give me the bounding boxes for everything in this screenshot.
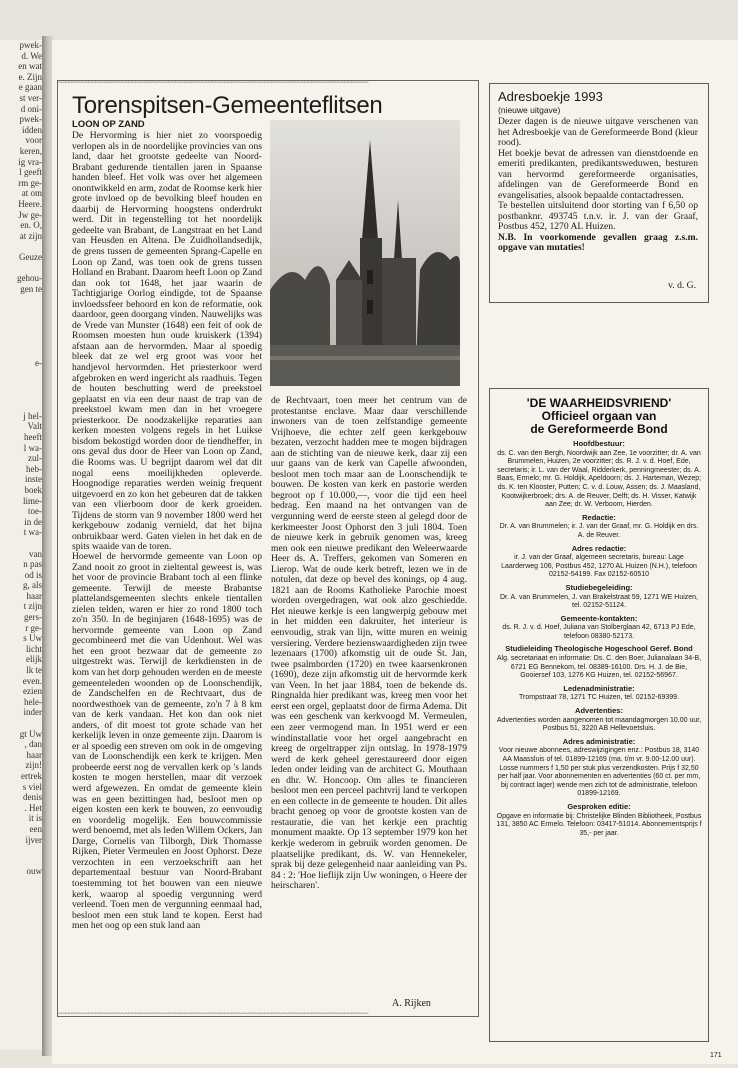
left-page-line (2, 379, 42, 390)
colofon-section (496, 584, 702, 611)
left-page-line: st ver- (19, 92, 42, 103)
left-page-line (2, 241, 42, 252)
article-title: Torenspitsen-Gemeenteflitsen (72, 92, 383, 119)
colofon-section (496, 738, 702, 799)
left-page-line: Jw ge- (18, 209, 42, 220)
left-page-line: toe- (28, 506, 42, 517)
left-page-line: at zijn (19, 230, 42, 241)
left-page-line: d. We (21, 50, 42, 61)
left-page-line (2, 294, 42, 305)
adresboekje-paragraph: Dezer dagen is de nieuwe uitgave verschenen van het Adresboekje van de Gereformeerde Bond (kleur rood). (498, 116, 698, 148)
left-page-line (2, 390, 42, 401)
left-page-line: od is (24, 569, 42, 580)
article-column-2 (271, 396, 467, 892)
left-page-line: licht (26, 643, 42, 654)
adresboekje-paragraph: Te bestellen uitsluitend door storting van f 6,50 op postbanknr. 493745 t.n.v. ir. J. van der Graaf, Postbus 452, 1270 AL Huizen. (498, 200, 698, 232)
left-page-line (2, 845, 42, 856)
left-page-line: in de (24, 516, 42, 527)
article-column-1-bottom (72, 552, 262, 932)
left-page-line: voor (25, 135, 42, 146)
colofon-section (496, 514, 702, 541)
section-label: Adres administratie: (562, 736, 636, 746)
left-page-line: t zijn (23, 601, 42, 612)
article-subhead: LOON OP ZAND (72, 119, 145, 130)
masthead-line: Officieel orgaan van (541, 409, 657, 423)
section-text: Opgave en informatie bij: Christelijke Blinden Bibliotheek, Postbus 131, 3850 AC Ermelo. Telefoon: 03417-51014. Abonnementsprijs f 35,- per jaar. (496, 812, 702, 837)
adresboekje-note: N.B. In voorkomende gevallen graag z.s.m. opgave van mutaties! (498, 231, 698, 253)
masthead-line: de Gereformeerde Bond (530, 422, 668, 436)
left-page-line: heeft (24, 431, 42, 442)
left-page-line: it is (28, 813, 42, 824)
left-page-line: en. O, (20, 220, 42, 231)
section-text: ds. R. J. v. d. Hoef, Juliana van Stolberglaan 42, 6713 PJ Ede, telefoon 08380-52173. (502, 624, 696, 640)
left-page-line: gehou- (17, 273, 42, 284)
left-page-text (2, 40, 42, 877)
colofon-section (496, 440, 702, 510)
left-page-line: Valt (27, 421, 42, 432)
article-column-1-top (72, 131, 262, 553)
colofon-section (496, 803, 702, 838)
colofon-section (496, 645, 702, 680)
article-signature: A. Rijken (392, 998, 431, 1009)
left-page-line: haar (26, 590, 42, 601)
left-page-line: e. Zijn (18, 71, 42, 82)
adresboekje-subtitle: (nieuwe uitgave) (498, 105, 561, 115)
colofon-section (496, 545, 702, 580)
left-page-line: l geeft (19, 167, 42, 178)
section-text: Voor nieuwe abonnees, adreswijzigingen enz.: Postbus 18, 3140 AA Maassluis of tel. 01899-12169 (ma. t/m vr. 9.00-12.00 uur). Losse nummers f 1,50 per stuk plus verzendkosten. Prijs f 32,50 per half jaar. Voor abonnementen en advertenties (60 ct. per mm, bij contract lager) wende men zich tot de administratie, telefoon 01899-12169. (497, 747, 701, 798)
left-page-line: heb- (26, 463, 42, 474)
section-label: Studieleiding Theologische Hogeschool Geref. Bond (505, 644, 693, 654)
left-page-line: ertrek (21, 770, 42, 781)
left-page-line: d oni- (20, 103, 42, 114)
left-page-line: denis (23, 792, 42, 803)
section-text: Dr. A. van Brummelen; ir. J. van der Graaf, mr. G. Holdijk en drs. A. de Reuver. (499, 523, 699, 539)
section-label: Advertenties: (575, 706, 623, 716)
adresboekje-signature: v. d. G. (668, 280, 696, 291)
left-page-line (2, 856, 42, 867)
left-page-line: ijver (25, 834, 42, 845)
article-paragraph: de Rechtvaart, toen meer het centrum van de protestantse enclave. Maar daar verschillende inwoners van de toen zelfstandige gemeente Vrijhoeve, die echter zelf geen kerkgebouw bezaten, verzocht hadden mee te mogen bijdragen aan de stichting van de nieuwe kerk, daar zij een uur gaans van de kerk van Capelle afwoonden, besloot men toch maar aan de Loonschendijk te bouwen. De kosten van kerk en pastorie werden begroot op f 10.000,—, voor die tijd een heel bedrag. Een maand na het ontvangen van de vergunning werd de eerste steen al gelegd door de kerkmeester Joost Ophorst den 3 juli 1804. Toen de nieuwe kerk in gebruik genomen was, kreeg men ook een nieuwe predikant den Weleerwaarde Heer ds. A. Treffers, gekomen van Someren en Lierop. Wat de oude kerk betreft, lezen we in de notulen, dat deze op bevel des konings, op 4 aug. 1821 aan de Rooms Katholieke Parochie moest worden overgedragen, wat ook alzo geschiedde. Het nieuwe kerkje is een langwerpig gebouw met in het midden een dakruiter, het interieur is eenvoudig, strak van lijn, witte muren en weinig versiering. Verdere bezienswaardigheden zijn twee lezenaars (1700) afkomstig uit de oude St. Jan, twee psalmborden (1720) en twee kaarsenkronen (1690), deze zijn afkomstig uit de hervormde kerk van Veen. In het jaar 1884, toen de bekende ds. Ringnalda hier predikant was, kreeg men voor het eerst een orgel, geplaatst door de firma Adema. Dit was een geschenk van kerkvoogd M. Vermeulen, een zeer vermogend man. In 1951 werd er een windinstallatie voor het orgel aangebracht en kreeg de orgeltrapper zijn ontslag. In 1978-1979 werd de kerk geheel gerestaureerd door eigen leden onder leiding van de architect G. Mouthaan en dhr. W. Honcoop. Om alles te financieren besloot men een perceel pachtvrij land te verkopen en een collecte in de gemeente te houden. Dit alles bracht genoeg op voor de grootste kosten van de restauratie, die van het kerkje een prachtig monument maakte. Op 13 september 1979 kon het kerkje wederom in gebruik worden genomen. De plaatselijke predikant, ds. W. van Hennekeler, sprak bij deze gelegenheid naar aanleiding van Ps. 84 : 2: 'Hoe lieflijk zijn Uw woningen, o Heere der heirscharen'. (271, 395, 467, 892)
section-label: Hoofdbestuur: (573, 439, 625, 448)
left-page-line: . Het (24, 802, 42, 813)
left-page-line (2, 337, 42, 348)
section-text: Alg. secretariaat en informatie: Ds. C. den Boer, Julianalaan 34-B, 6721 EG Bennekom, tel. 08389-16100. Drs. H. J. de Bie, Gooiersef 103, 1276 KG Huizen, tel. 02152-56967. (496, 655, 702, 680)
colofon-section (496, 685, 702, 703)
section-label: Adres redactie: (571, 543, 627, 553)
section-text: ds. C. van den Bergh, Noordwijk aan Zee, 1e voorzitter; dr. A. van Brummelen, Huizen, 2e voorzitter; ds. R. J. v. d. Hoef, Ede, secretaris; ir. L. van der Waal, Ridderkerk, penningmeester; ds. A. Baas, Ermelo; mr. G. Holdijk, Apeldoorn; ds. J. Harteman, Wezep; ds. K. ten Klooster, Putten; C. v. d. Louw, Assen; ds. J. Maasland, Kootwijkerbroek; drs. A. de Reuver, Delft; ds. H. Visser, Katwijk aan Zee; dr. W. Verboom, Hierden. (496, 449, 702, 509)
left-page-line: s Uw (23, 633, 42, 644)
left-page-line: pwek- (19, 114, 42, 125)
left-page-line: gen te (20, 283, 42, 294)
left-page-line: s viel (22, 781, 42, 792)
left-page-line: inder (23, 707, 42, 718)
page-number: 171 (710, 1052, 722, 1059)
adresboekje-paragraph: Het boekje bevat de adressen van dienstdoende en emeriti predikanten, predikantsweduwen, besturen van hervormd gereformeerde organisaties, afdelingen van de Gereformeerde Bond en evangelisaties, alsook bepaalde contactadressen. (498, 147, 698, 201)
left-page-line (2, 400, 42, 411)
left-page-edge (0, 40, 44, 1050)
left-page-line: ouw (26, 866, 42, 877)
left-page-line: lk te (26, 665, 42, 676)
colofon-box (489, 388, 709, 1042)
left-page-line: t wa- (23, 527, 42, 538)
left-page-line: g, als (23, 580, 42, 591)
left-page-line: Geuze (19, 251, 42, 262)
left-page-line: j hel- (23, 410, 42, 421)
left-page-line: haar (26, 749, 42, 760)
colofon-section (496, 615, 702, 642)
left-page-line: ezien (23, 686, 42, 697)
left-page-line: keren, (19, 145, 42, 156)
left-page-line: l wa- (23, 442, 42, 453)
left-page-line (2, 718, 42, 729)
left-page-line: boek (24, 484, 42, 495)
left-page-line: e- (35, 357, 42, 368)
left-page-line: zijn! (25, 760, 42, 771)
left-page-line: gers- (24, 612, 42, 623)
left-page-line: , dan (24, 739, 42, 750)
left-page-line: lime- (23, 495, 42, 506)
section-label: Ledenadministratie: (563, 683, 635, 693)
section-label: Gemeente-kontakten: (560, 613, 638, 623)
colofon-sections (490, 440, 708, 838)
adresboekje-body (498, 117, 698, 254)
masthead (496, 397, 702, 436)
section-text: ir. J. van der Graaf, algemeen secretaris, bureau: Lage Laarderweg 106, Postbus 452, 1270 AL Huizen (N.H.), telefoon 02152-54199. Fax 02152-60510 (501, 554, 697, 579)
section-label: Redactie: (582, 512, 616, 522)
masthead-line: 'DE WAARHEIDSVRIEND' (526, 396, 672, 410)
left-page-line: van (29, 548, 42, 559)
left-page-line: zul- (28, 453, 42, 464)
left-page-line (2, 262, 42, 273)
left-page-line (2, 347, 42, 358)
left-page-line (2, 326, 42, 337)
article-paragraph: Hoewel de hervormde gemeente van Loon op Zand nooit zo groot in zieltental geweest is, was het voor de provincie Brabant toch al een flinke gemeente. Terwijl de meeste Brabantse plattelandsgemeenten slechts enkele tientallen zielen telden, waren er hier zo rond 1800 toch zo'n 350. In de beginjaren (1648-1695) was de hervormde gemeente van Loon op Zand gecombineerd met die van Udenhout. Wel was het een groot bezwaar dat de gemeente zo uitgestrekt was. Terwijl de kerkdiensten in de kom van het dorp gehouden werden en de meeste gemeenteleden woonden op de Loonschendijk, de Zandschelfen en de Rechtvaart, dus de noordwesthoek van de gemeente, zo'n 7 à 8 km van de kerk vandaan. Het kon dan ook niet anders, of dit moest tot grote schade van het kerkelijk leven in onze gemeente zijn. Daarom is er al spoedig een streven om ook in de omgeving van de Loonschendijk een kerk te krijgen. Men probeerde eerst nog de vervallen kerk op 's lands kosten te mogen herstellen, maar dit verzoek werd afgewezen. En omdat de gemeente klein was en geen bezittingen had, besloot men op eigen kosten een kerk te bouwen, zo eenvoudig en voordelig mogelijk. Een bouwcommissie werd benoemd, met als leden Willem Ockers, Jan Darge, Cornelis van Tilborgh, Dirk Thomasse Rijken, Pieter Vermeulen en Joost Ophorst. Deze verzochten in een verzoekschrift aan het departementaal bestuur van Noord-Brabant toestemming tot het bouwen van een nieuwe kerk, waarop al spoedig vergunning werd verleend. Toen men de vergunning eenmaal had, besloot men een stuk land te kopen. Eerst had men het oog op een stuk land aan (72, 551, 262, 932)
left-page-line: Heere. (18, 198, 42, 209)
wavy-border-bottom: ~~~~~~~~~~~~~~~~~~~~~~~~~~~~~~~~~~~~~~~~~~~~~~~~~~~~~~~~~~~~~~~~~~~~~~~~~~~~~~~~~~~~~~~~~~~~~ (58, 1011, 368, 1017)
left-page-line: idden (22, 124, 42, 135)
adresboekje-title: Adresboekje 1993 (498, 89, 603, 104)
left-page-line (2, 538, 42, 549)
church-tower-illustration (270, 120, 460, 386)
adresboekje-box (489, 83, 709, 303)
left-page-line: hele- (24, 696, 42, 707)
section-text: Dr. A. van Brummelen, J. van Brakelstraat 59, 1271 WE Huizen, tel. 02152-51124. (499, 593, 699, 610)
left-page-line: pwek- (19, 40, 42, 50)
church-photo (270, 120, 460, 386)
left-page-line: n pas (23, 559, 42, 570)
left-page-line (2, 315, 42, 326)
section-label: Gesproken editie: (567, 801, 631, 811)
left-page-line: ig vra- (18, 156, 42, 167)
left-page-line: gt Uw (19, 728, 42, 739)
left-page-line: elijk (26, 654, 42, 665)
section-text: Trompstraat 78, 1271 TC Huizen, tel. 02152-69399. (519, 694, 679, 702)
left-page-line (2, 368, 42, 379)
left-page-line: e gaan (18, 82, 42, 93)
left-page-line: inste (25, 474, 42, 485)
left-page-line: rm ge- (18, 177, 42, 188)
section-label: Studiebegeleiding: (565, 582, 633, 592)
left-page-line: at om (21, 188, 42, 199)
left-page-line: een (29, 823, 42, 834)
left-page-line (2, 305, 42, 316)
article-paragraph: De Hervorming is hier niet zo voorspoedig verlopen als in de noordelijke provincies van ons land, daar het grootste gedeelte van Noord-Brabant gedurende tientallen jaren in Spaanse handen bleef. Het volk was over het algemeen onontwikkeld en arm, zodat de Roomse kerk hier grote invloed op de bevolking bleef houden en daarbij de Hervorming hoogstens onderdrukt werd. Dit in tegenstelling tot het noordelijk gedeelte van Brabant, de Langstraat en het Land van Heusden en Altena. De Zuidhollandsedijk, de grens tussen de gemeenten Sprang-Capelle en Loon op Zand, was toen ook de grens tussen Holland en Brabant. Daarom heeft Loon op Zand dan ook tot 1648, het jaar waarin de Tachtigjarige Oorlog eindigde, tot de Spaanse invloedssfeer behoord en kon de reformatie, ook daardoor, geen doorgang vinden. Nauwelijks was de Vrede van Munster (1648) een feit of ook de Roomsen moesten hun oude kruiskerk (1394) afstaan aan de hervormden. Maar al spoedig bleek dat ze wel erg groot was voor het handjevol hervormden. Het priesterkoor werd afgebroken en werd ingericht als raadhuis. Tegen de houten beschutting werd de preekstoel geplaatst en via een deur naast de trap van de preekstoel kwam men dan in het vroegere priesterkoor. De noodzakelijke reparaties aan kerken moesten volgens regels in het Luikse bisdom bekostigd worden door de tiendheffer, in ons geval dus door de Heer van Loon op Zand, die Rooms was. U begrijpt daarom wel dat dit nogal eens moeilijkheden opleverde. Hoognodige reparaties werden weinig frequent uitgevoerd en zo kon het gebeuren dat de takken van een vlierboom door de kerk groeiden. Tijdens de storm van 9 november 1800 werd het kerkgebouw zodanig vernield, dat het bijna onbruikbaar werd. Gaten vielen in het dak en de spits waaide van de toren. (72, 130, 262, 553)
wavy-border-top: ~~~~~~~~~~~~~~~~~~~~~~~~~~~~~~~~~~~~~~~~~~~~~~~~~~~~~~~~~~~~~~~~~~~~~~~~~~~~~~~~~~~~~~~~~~~~~ (58, 80, 368, 86)
colofon-section (496, 707, 702, 734)
section-text: Advertenties worden aangenomen tot maandagmorgen 10.00 uur, Postbus 51, 3220 AB Hellevoetsluis. (496, 716, 702, 733)
left-page-line: even. (22, 675, 42, 686)
left-page-line: r ge- (25, 622, 42, 633)
left-page-line: en wat (18, 61, 42, 72)
